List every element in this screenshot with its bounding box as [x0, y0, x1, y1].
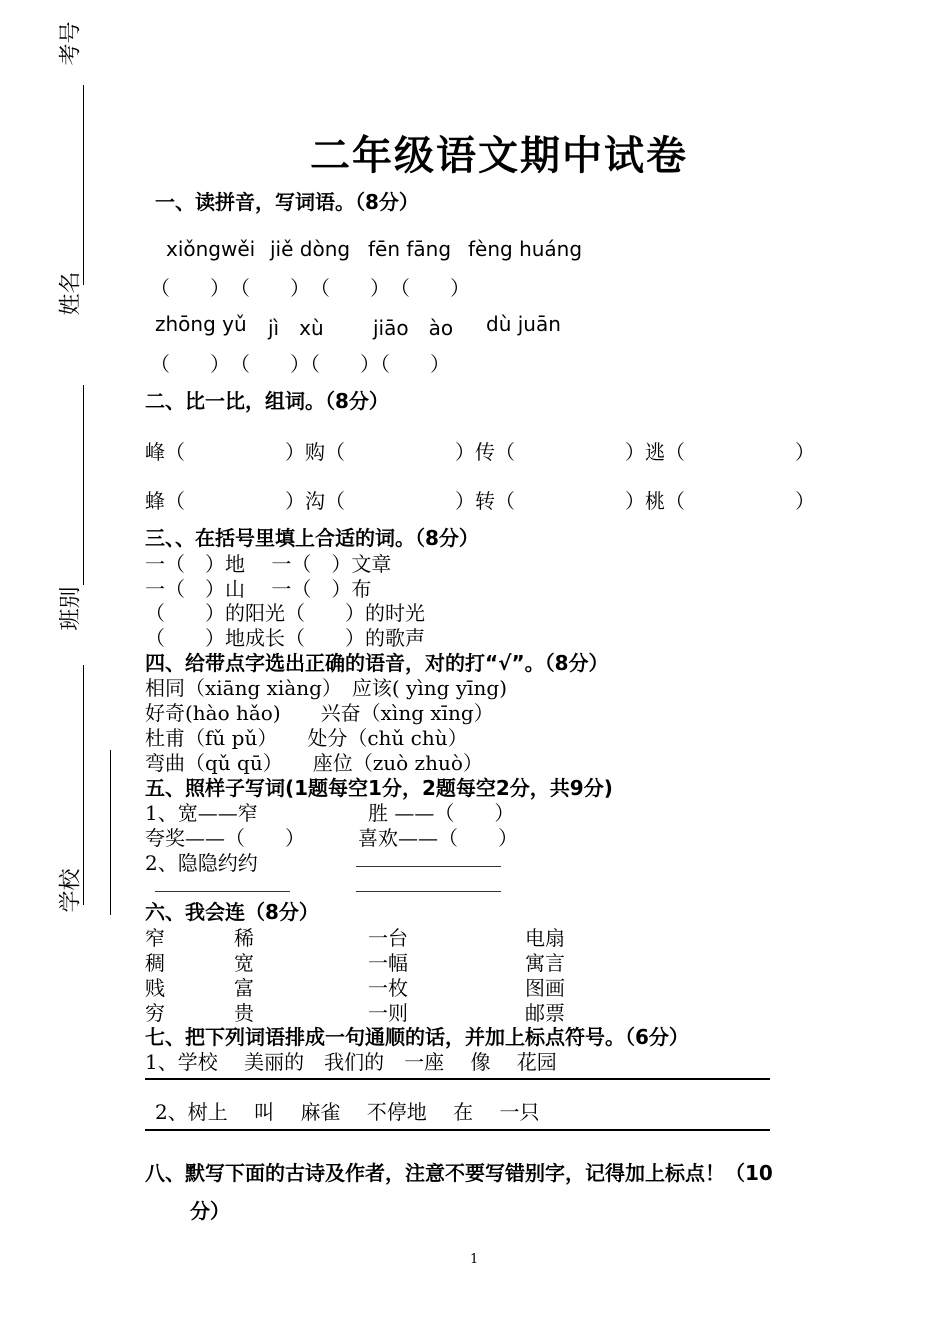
compare-cell: ）沟（	[285, 489, 345, 513]
pinyin: jì xù	[268, 316, 324, 340]
section-1-heading: 一、读拼音，写词语。（8分）	[155, 190, 419, 214]
compare-cell: ）购（	[285, 440, 345, 464]
pinyin: dù juān	[486, 312, 561, 336]
compare-cell: 峰（	[145, 440, 185, 464]
section-5-heading: 五、照样子写词(1题每空1分，2题每空2分，共9分)	[145, 776, 613, 800]
sentence-words-2: 2、树上 叫 麻雀 不停地 在 一只	[155, 1100, 540, 1124]
example-word: 喜欢——（ ）	[358, 826, 518, 850]
section-4-heading: 四、给带点字选出正确的语音，对的打“√”。（8分）	[145, 651, 609, 675]
name-label: 姓名	[58, 271, 84, 316]
exam-no-label: 考号	[58, 21, 84, 66]
match-item: 一幅	[368, 951, 408, 975]
section-7-heading: 七、把下列词语排成一句通顺的话，并加上标点符号。（6分）	[145, 1025, 689, 1049]
fill-line: （ ）地成长（ ）的歌声	[145, 626, 425, 650]
match-item: 富	[234, 976, 254, 1000]
answer-parens-2: （ ） （ ）（ ）（ ）	[150, 352, 450, 376]
pronunciation-line: 弯曲（qǔ qū） 座位（zuò zhuò）	[145, 751, 483, 775]
pinyin: zhōng yǔ	[155, 312, 247, 336]
example-word: 1、宽——窄	[145, 801, 258, 825]
fill-line: （ ）的阳光（ ）的时光	[145, 601, 425, 625]
match-item: 一枚	[368, 976, 408, 1000]
section-6-heading: 六、我会连（8分）	[145, 900, 319, 924]
page-title: 二年级语文期中试卷	[310, 133, 688, 179]
example-word: 胜 ——（ ）	[368, 801, 515, 825]
pronunciation-line: 相同（xiāng xiàng） 应该( yìng yīng)	[145, 676, 508, 700]
answer-line	[145, 1129, 770, 1131]
sentence-words-1: 1、学校 美丽的 我们的 一座 像 花园	[145, 1050, 557, 1074]
fill-line: 一（ ）山 一（ ）布	[145, 577, 372, 601]
compare-cell: 蜂（	[145, 489, 185, 513]
match-item: 图画	[525, 976, 565, 1000]
match-item: 一则	[368, 1001, 408, 1025]
pronunciation-line: 杜甫（fǔ pǔ） 处分（chǔ chù）	[145, 726, 468, 750]
section-3-heading: 三、、在括号里填上合适的词。（8分）	[145, 526, 479, 550]
compare-cell: ）逃（	[625, 440, 685, 464]
compare-cell: ）桃（	[625, 489, 685, 513]
pinyin: fēn fāng	[368, 237, 452, 261]
binding-line-2	[83, 385, 84, 585]
school-label: 学校	[58, 868, 84, 913]
match-item: 穷	[145, 1001, 165, 1025]
answer-line	[356, 866, 501, 867]
match-item: 窄	[145, 926, 165, 950]
binding-line-4	[110, 750, 111, 915]
pinyin: xiǒngwěi	[166, 237, 256, 261]
class-label: 班别	[58, 586, 84, 631]
compare-cell: ）传（	[455, 440, 515, 464]
match-item: 稠	[145, 951, 165, 975]
match-item: 电扇	[525, 926, 565, 950]
answer-parens-1: （ ） （ ） （ ） （ ）	[150, 276, 470, 300]
answer-line	[145, 1078, 770, 1080]
compare-cell: ）	[795, 440, 815, 464]
pinyin: jiāo ào	[373, 316, 454, 340]
match-item: 邮票	[525, 1001, 565, 1025]
section-8-heading-cont: 分）	[190, 1199, 230, 1223]
binding-line-1	[83, 85, 84, 285]
fill-line: 一（ ）地 一（ ）文章	[145, 552, 392, 576]
example-word: 2、隐隐约约	[145, 851, 258, 875]
match-item: 寓言	[525, 951, 565, 975]
match-item: 宽	[234, 951, 254, 975]
pronunciation-line: 好奇(hào hǎo) 兴奋（xìng xīng）	[145, 701, 494, 725]
page-number: 1	[470, 1252, 479, 1267]
answer-line	[155, 891, 290, 892]
match-item: 贵	[234, 1001, 254, 1025]
pinyin: jiě dòng	[270, 237, 351, 261]
example-word: 夸奖——（ ）	[145, 826, 305, 850]
section-2-heading: 二、比一比，组词。（8分）	[145, 389, 389, 413]
compare-cell: ）	[795, 489, 815, 513]
match-item: 贱	[145, 976, 165, 1000]
compare-cell: ）转（	[455, 489, 515, 513]
pinyin: fèng huáng	[468, 237, 583, 261]
match-item: 一台	[368, 926, 408, 950]
section-8-heading: 八、默写下面的古诗及作者，注意不要写错别字，记得加上标点！（10	[145, 1161, 773, 1185]
match-item: 稀	[234, 926, 254, 950]
answer-line	[356, 891, 501, 892]
